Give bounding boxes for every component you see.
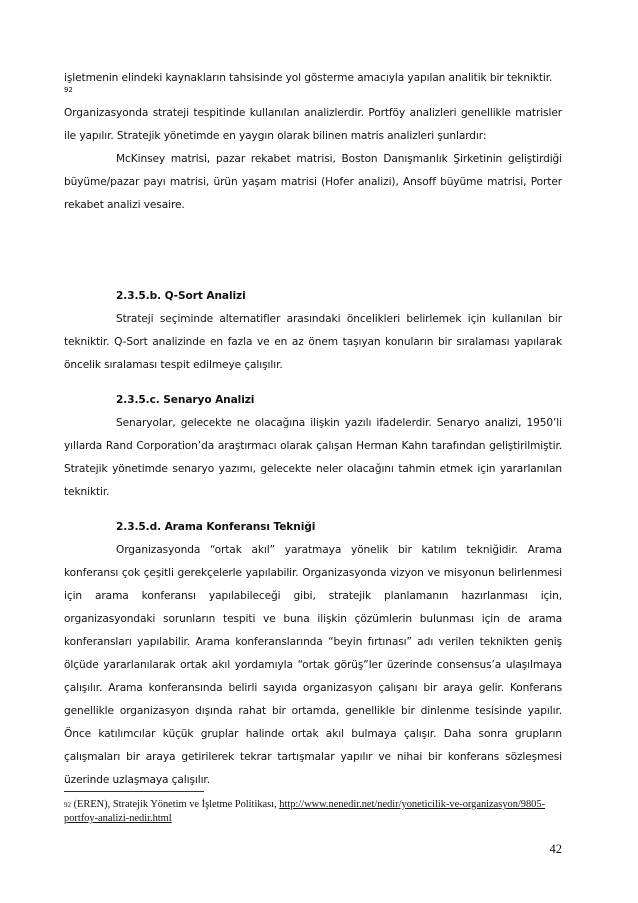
heading-arama: 2.3.5.d. Arama Konferansı Tekniği [116, 521, 316, 533]
paragraph-arama: Organizasyonda “ortak akıl” yaratmaya yönelik bir katılım tekniğidir. Arama konferansı çok çeşitli gerekçelerle yapılabilir. Organizasyonda vizyon ve misyonun belirlenmesi için arama konferansı yapılabileceği gibi, stratejik planlamanın hazırlanması için, organizasyondaki sorunların tespiti ve buna ilişkin çözümlerin bulunması için de arama konferansları yapılabilir. Arama konferanslarında “beyin fırtınası” adı verilen teknikten geniş ölçüde yararlanılarak ortak akıl yordamıyla “ortak görüş”ler üzerinde consensus’a ulaşılmaya çalışılır. Arama konferansında belirli sayıda organizasyon çalışanı bir araya gelir. Konferans genellikle organizasyon dışında rahat bir ortamda, genellikle bir dinlenme tesisinde yapılır. Önce katılımcılar küçük gruplar halinde ortak akıl bulmaya çalışır. Daha sonra grupların çalışmaları bir araya getirilerek tekrar tartışmalar yapılır ve nihai bir konferans sözleşmesi üzerinde uzlaşmaya çalışılır. [64, 544, 562, 786]
paragraph-senaryo: Senaryolar, gelecekte ne olacağına ilişkin yazılı ifadelerdir. Senaryo analizi, 1950’li yıllarda Rand Corporation’da araştırmacı olarak çalışan Herman Kahn tarafından geliştirilmiştir. Stratejik yönetimde senaryo yazımı, gelecekte neler olacağını tahmin etmek için yararlanılan tekniktir. [64, 417, 562, 498]
footnote [64, 791, 562, 826]
footnote-link[interactable]: http://www.nenedir.net/nedir/yoneticilik-ve-organizasyon/9805-portfoy-analizi-nedir.html [64, 799, 546, 824]
page-number: 42 [549, 842, 562, 856]
footnote-text: (EREN), Stratejik Yönetim ve İşletme Politikası, [71, 799, 280, 810]
heading-q-sort: 2.3.5.b. Q-Sort Analizi [116, 290, 246, 302]
body-text [64, 67, 562, 792]
paragraph-intro: işletmenin elindeki kaynakların tahsisinde yol gösterme amacıyla yapılan analitik bir tekniktir. [64, 72, 553, 84]
heading-senaryo: 2.3.5.c. Senaryo Analizi [116, 394, 255, 406]
paragraph-q-sort: Strateji seçiminde alternatifler arasındaki öncelikleri belirlemek için kullanılan bir tekniktir. Q-Sort analizinde en fazla ve en az önem taşıyan konuların bir sıralaması yapılarak öncelik sıralaması tespit edilmeye çalışılır. [64, 313, 562, 371]
footnote-reference: 92 [64, 86, 73, 94]
footnote-number: 92 [64, 801, 71, 809]
paragraph-matrices: McKinsey matrisi, pazar rekabet matrisi, Boston Danışmanlık Şirketinin geliştirdiği büyüme/pazar payı matrisi, ürün yaşam matrisi (Hofer analizi), Ansoff büyüme matrisi, Porter rekabet analizi vesaire. [64, 153, 562, 211]
paragraph-portfolio: Organizasyonda strateji tespitinde kullanılan analizlerdir. Portföy analizleri genellikle matrisler ile yapılır. Stratejik yönetimde en yaygın olarak bilinen matris analizleri şunlardır: [64, 107, 562, 142]
footnote-divider [64, 791, 204, 792]
